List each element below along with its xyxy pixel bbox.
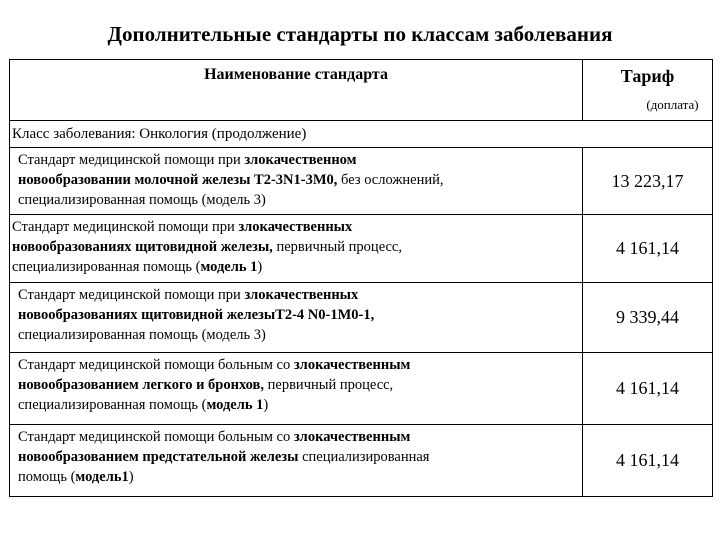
page-title: Дополнительные стандарты по классам заболевания [107,22,613,46]
row-text-bold: новообразованиях щитовидной железы, [12,239,273,255]
standards-table [9,59,713,497]
row-description [10,353,583,425]
header-tarif-note: (доплата) [646,97,699,112]
row-text-bold: злокачественном [244,152,357,168]
row-description [10,148,583,215]
row-description [10,283,583,353]
table-row [10,283,713,353]
table-header-row [10,60,713,121]
row-text: первичный процесс, [272,239,402,255]
row-price: 4 161,14 [583,215,713,283]
header-tarif [583,60,713,121]
row-text: Стандарт медицинской помощи больным со [18,357,294,373]
row-text: специализированная помощь (модель 3) [18,192,266,208]
table-row [10,215,713,283]
row-text: специализированная помощь ( [18,397,207,413]
row-text: без осложнений, [337,172,444,188]
row-text-bold: злокачественных [238,219,353,235]
row-text: помощь ( [18,469,76,485]
row-text-bold: модель 1 [206,397,264,413]
row-text-bold: новообразованием предстательной железы [18,449,299,465]
row-text-bold: модель1 [75,469,129,485]
table-row [10,148,713,215]
row-text-bold: злокачественным [293,357,411,373]
row-text-bold: злокачественных [244,287,359,303]
row-text: Стандарт медицинской помощи больным со [18,429,294,445]
row-text-bold: модель 1 [200,259,258,275]
row-text-bold: новообразованием легкого и бронхов, [18,377,265,393]
row-text: ) [263,397,269,413]
header-tarif-label: Тариф [620,66,675,86]
row-price: 13 223,17 [583,148,713,215]
row-text: Стандарт медицинской помощи при [12,219,239,235]
row-text: ) [257,259,263,275]
row-text: специализированная [298,449,430,465]
row-text: ) [128,469,134,485]
header-name: Наименование стандарта [10,60,583,121]
row-text-bold: злокачественным [293,429,411,445]
table-row [10,425,713,497]
row-text: специализированная помощь ( [12,259,201,275]
row-text: Стандарт медицинской помощи при [18,152,245,168]
row-text-bold: новообразовании молочной железы Т2-3N1-3M0, [18,172,338,188]
table-row [10,353,713,425]
row-text-bold: новообразованиях щитовидной железыТ2-4 N0-1M0-1, [18,307,375,323]
row-description [10,215,583,283]
row-price: 4 161,14 [583,353,713,425]
row-text: первичный процесс, [264,377,394,393]
row-price: 9 339,44 [583,283,713,353]
row-text: специализированная помощь (модель 3) [18,327,266,343]
section-label: Класс заболевания: Онкология (продолжение) [10,121,713,148]
section-row [10,121,713,148]
row-price: 4 161,14 [583,425,713,497]
row-description [10,425,583,497]
row-text: Стандарт медицинской помощи при [18,287,245,303]
